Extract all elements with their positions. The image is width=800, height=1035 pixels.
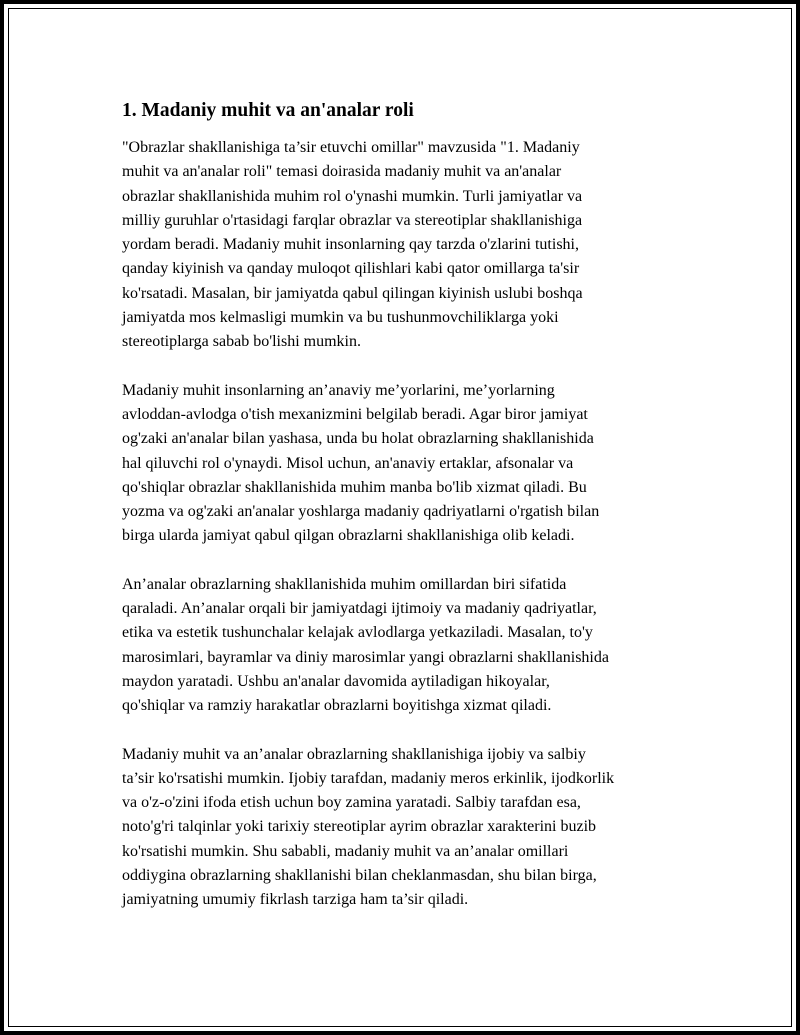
text-line: oddiygina obrazlarning shakllanishi bilan cheklanmasdan, shu bilan birga,: [122, 867, 597, 885]
text-line: marosimlari, bayramlar va diniy marosimlar yangi obrazlarni shakllanishida: [122, 648, 609, 666]
text-line: avloddan-avlodga o'tish mexanizmini belgilab beradi. Agar biror jamiyat: [122, 405, 588, 423]
paragraph: [122, 379, 682, 549]
text-line: stereotiplarga sabab bo'lishi mumkin.: [122, 333, 361, 351]
text-line: etika va estetik tushunchalar kelajak avlodlarga yetkaziladi. Masalan, to'y: [122, 624, 593, 642]
text-line: jamiyatda mos kelmasligi mumkin va bu tushunmovchiliklarga yoki: [122, 309, 559, 327]
document-body: [122, 98, 682, 937]
text-line: noto'g'ri talqinlar yoki tarixiy stereotiplar ayrim obrazlar xarakterini buzib: [122, 818, 597, 836]
text-line: hal qiluvchi rol o'ynaydi. Misol uchun, an'anaviy ertaklar, afsonalar va: [122, 454, 574, 472]
text-line: Madaniy muhit va an’analar obrazlarning shakllanishiga ijobiy va salbiy: [122, 745, 586, 763]
paragraph: [122, 136, 682, 355]
text-line: birga ularda jamiyat qabul qilgan obrazlarni shakllanishiga olib keladi.: [122, 527, 575, 545]
section-heading: 1. Madaniy muhit va an'analar roli: [122, 100, 414, 121]
text-line: muhit va an'analar roli" temasi doirasida madaniy muhit va an'analar: [122, 163, 562, 181]
text-line: yordam beradi. Madaniy muhit insonlarning qay tarzda o'zlarini tutishi,: [122, 236, 579, 254]
text-line: "Obrazlar shakllanishiga ta’sir etuvchi omillar" mavzusida "1. Madaniy: [122, 139, 580, 156]
text-line: obrazlar shakllanishida muhim rol o'ynashi mumkin. Turli jamiyatlar va: [122, 187, 583, 205]
text-line: og'zaki an'analar bilan yashasa, unda bu holat obrazlarning shakllanishida: [122, 430, 594, 448]
text-line: va o'z-o'zini ifoda etish uchun boy zamina yaratadi. Salbiy tarafdan esa,: [122, 794, 581, 812]
text-line: Madaniy muhit insonlarning an’anaviy me’yorlarini, me’yorlarning: [122, 381, 555, 399]
paragraph: [122, 573, 682, 719]
text-line: qaraladi. An’analar orqali bir jamiyatdagi ijtimoiy va madaniy qadriyatlar,: [122, 600, 597, 618]
text-line: qo'shiqlar va ramziy harakatlar obrazlarni boyitishga xizmat qiladi.: [122, 697, 552, 715]
text-line: ta’sir ko'rsatishi mumkin. Ijobiy tarafdan, madaniy meros erkinlik, ijodkorlik: [122, 769, 615, 787]
text-line: ko'rsatishi mumkin. Shu sababli, madaniy muhit va an’analar omillari: [122, 842, 569, 860]
paragraph: [122, 743, 682, 913]
text-line: maydon yaratadi. Ushbu an'analar davomida aytiladigan hikoyalar,: [122, 672, 550, 690]
text-line: jamiyatning umumiy fikrlash tarziga ham ta’sir qiladi.: [122, 891, 469, 909]
text-line: qo'shiqlar obrazlar shakllanishida muhim manba bo'lib xizmat qiladi. Bu: [122, 478, 587, 496]
text-line: qanday kiyinish va qanday muloqot qilishlari kabi qator omillarga ta'sir: [122, 260, 580, 278]
text-line: yozma va og'zaki an'analar yoshlarga madaniy qadriyatlarni o'rgatish bilan: [122, 503, 600, 521]
text-line: milliy guruhlar o'rtasidagi farqlar obrazlar va stereotiplar shakllanishiga: [122, 211, 583, 229]
text-line: An’analar obrazlarning shakllanishida muhim omillardan biri sifatida: [122, 575, 567, 593]
text-line: ko'rsatadi. Masalan, bir jamiyatda qabul qilingan kiyinish uslubi boshqa: [122, 284, 583, 302]
